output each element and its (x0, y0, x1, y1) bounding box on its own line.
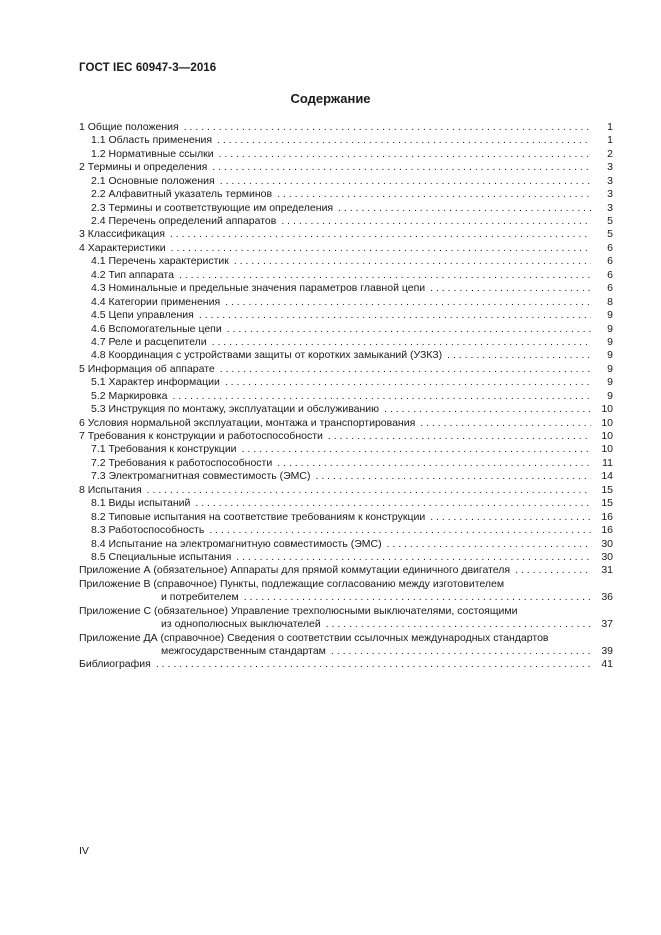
toc-entry-page: 14 (601, 470, 613, 483)
toc-entry-label: 8.1 Виды испытаний (91, 497, 191, 510)
toc-entry-label: 4.2 Тип аппарата (91, 268, 174, 281)
toc-entry-page: 9 (607, 376, 613, 389)
toc-leader-dots (420, 417, 591, 430)
toc-entry-page: 5 (607, 215, 613, 228)
toc-entry[interactable] (79, 336, 613, 349)
toc-entry-page: 1 (607, 134, 613, 147)
toc-entry-label: 2 Термины и определения (79, 161, 208, 174)
toc-entry[interactable] (79, 134, 613, 147)
toc-entry[interactable] (79, 390, 613, 403)
toc-entry-page: 3 (607, 188, 613, 201)
toc-leader-dots (172, 390, 591, 403)
toc-entry-multiline[interactable] (79, 605, 613, 632)
toc-entry-label: 4.4 Категории применения (91, 295, 221, 308)
toc-entry-label: 4.3 Номинальные и предельные значения параметров главной цепи (91, 282, 426, 295)
toc-entry-label: 4.6 Вспомогательные цепи (91, 322, 222, 335)
toc-leader-dots (236, 551, 591, 564)
toc-entry-page: 10 (601, 403, 613, 416)
toc-entry[interactable] (79, 323, 613, 336)
toc-entry-label: 5.2 Маркировка (91, 389, 168, 402)
toc-entry-page: 11 (602, 456, 613, 469)
toc-entry-label: 2.1 Основные положения (91, 174, 215, 187)
toc-leader-dots (227, 323, 591, 336)
toc-entry-label: 7.1 Требования к конструкции (91, 443, 237, 456)
toc-entry-page: 9 (607, 322, 613, 335)
toc-entry[interactable] (79, 242, 613, 255)
toc-entry[interactable] (79, 376, 613, 389)
toc-leader-dots (220, 175, 591, 188)
toc-leader-dots (326, 618, 591, 631)
toc-entry[interactable] (79, 255, 613, 268)
toc-leader-dots (147, 484, 591, 497)
toc-entry-label: 5.1 Характер информации (91, 376, 220, 389)
toc-entry[interactable] (79, 511, 613, 524)
toc-entry-label: 3 Классификация (79, 228, 165, 241)
toc-leader-dots (170, 228, 591, 241)
toc-entry-page: 10 (601, 430, 613, 443)
toc-entry-page: 16 (601, 524, 613, 537)
toc-entry-label: 5 Информация об аппарате (79, 362, 215, 375)
toc-leader-dots (217, 134, 591, 147)
toc-entry-label: Приложение А (обязательное) Аппараты для прямой коммутации единичного двигателя (79, 564, 511, 577)
toc-entry-continuation (79, 618, 613, 631)
toc-entry-label: 1.1 Область применения (91, 134, 213, 147)
toc-entry-label: 8.4 Испытание на электромагнитную совместимость (ЭМС) (91, 537, 382, 550)
toc-entry-page: 30 (601, 550, 613, 563)
toc-leader-dots (234, 255, 591, 268)
toc-entry-page: 5 (607, 228, 613, 241)
toc-entry-page: 10 (601, 443, 613, 456)
toc-leader-dots (384, 403, 591, 416)
toc-entry-continuation (79, 591, 613, 604)
toc-entry-label-line1: Приложение В (справочное) Пункты, подлежащие согласованию между изготовителем (79, 577, 505, 590)
toc-entry[interactable] (79, 349, 613, 362)
toc-entry-page: 6 (607, 282, 613, 295)
toc-entry-label: 8 Испытания (79, 483, 142, 496)
toc-entry-label: 4.5 Цепи управления (91, 309, 194, 322)
toc-entry[interactable] (79, 363, 613, 376)
toc-entry-label: 7 Требования к конструкции и работоспособности (79, 430, 323, 443)
toc-leader-dots (212, 336, 591, 349)
toc-entry-page: 41 (601, 658, 613, 671)
toc-entry[interactable] (79, 551, 613, 564)
toc-entry-label: 5.3 Инструкция по монтажу, эксплуатации и обслуживанию (91, 403, 380, 416)
toc-entry-page: 36 (601, 591, 613, 604)
toc-entry[interactable] (79, 497, 613, 510)
toc-leader-dots (277, 457, 591, 470)
toc-entry-page: 8 (607, 295, 613, 308)
toc-entry-page: 3 (607, 201, 613, 214)
toc-leader-dots (179, 269, 591, 282)
toc-entry-label: 2.3 Термины и соответствующие им определения (91, 201, 334, 214)
toc-entry[interactable] (79, 309, 613, 322)
toc-entry-page: 9 (607, 335, 613, 348)
toc-entry[interactable] (79, 564, 613, 577)
toc-entry-label: 7.3 Электромагнитная совместимость (ЭМС) (91, 470, 311, 483)
toc-leader-dots (338, 202, 591, 215)
page-title: Содержание (290, 91, 371, 106)
toc-entry-label: 6 Условия нормальной эксплуатации, монтажа и транспортирования (79, 416, 416, 429)
toc-leader-dots (199, 309, 591, 322)
toc-leader-dots (242, 443, 591, 456)
toc-entry[interactable] (79, 470, 613, 483)
page-number-roman: IV (79, 845, 89, 857)
toc-entry[interactable] (79, 269, 613, 282)
toc-entry-label: 2.2 Алфавитный указатель терминов (91, 188, 273, 201)
toc-leader-dots (244, 591, 591, 604)
toc-entry[interactable] (79, 215, 613, 228)
toc-entry[interactable] (79, 296, 613, 309)
toc-entry-page: 30 (601, 537, 613, 550)
toc-entry-multiline[interactable] (79, 632, 613, 659)
toc-entry-label: 4.1 Перечень характеристик (91, 255, 229, 268)
toc-entry[interactable] (79, 417, 613, 430)
toc-leader-dots (328, 430, 591, 443)
toc-entry-page: 6 (607, 255, 613, 268)
toc-entry-label: 1 Общие положения (79, 120, 179, 133)
toc-entry-page: 3 (607, 174, 613, 187)
toc-entry-label: 4.8 Координация с устройствами защиты от коротких замыканий (УЗКЗ) (91, 349, 443, 362)
toc-entry-label: 4.7 Реле и расцепители (91, 335, 207, 348)
toc-leader-dots (156, 658, 591, 671)
toc-leader-dots (277, 188, 591, 201)
toc-entry-page: 15 (601, 483, 613, 496)
toc-entry-page: 1 (607, 120, 613, 133)
toc-leader-dots (281, 215, 591, 228)
toc-entry[interactable] (79, 188, 613, 201)
toc-entry[interactable] (79, 161, 613, 174)
toc-entry-multiline[interactable] (79, 578, 613, 605)
toc-entry-label-line2: межгосударственным стандартам (161, 645, 326, 658)
toc-entry-page: 3 (607, 161, 613, 174)
toc-entry-page: 6 (607, 268, 613, 281)
toc-leader-dots (225, 296, 591, 309)
toc-entry-label: 8.5 Специальные испытания (91, 550, 232, 563)
toc-entry-label-line1: Приложение С (обязательное) Управление трехполюсными выключателями, состоящими (79, 604, 518, 617)
toc-entry[interactable] (79, 229, 613, 242)
toc-entry-page: 37 (601, 618, 613, 631)
toc-leader-dots (212, 161, 591, 174)
toc-entry-label: 8.2 Типовые испытания на соответствие требованиям к конструкции (91, 510, 426, 523)
toc-entry-page: 9 (607, 309, 613, 322)
table-of-contents (79, 121, 613, 672)
toc-leader-dots (171, 242, 591, 255)
toc-leader-dots (316, 470, 591, 483)
toc-entry[interactable] (79, 403, 613, 416)
toc-leader-dots (184, 121, 591, 134)
toc-entry-label: 1.2 Нормативные ссылки (91, 147, 214, 160)
toc-leader-dots (447, 349, 591, 362)
toc-entry-label-line2: из однополюсных выключателей (161, 618, 321, 631)
toc-entry-label: 4 Характеристики (79, 241, 166, 254)
toc-entry-label: 2.4 Перечень определений аппаратов (91, 215, 277, 228)
toc-entry-page: 2 (607, 147, 613, 160)
toc-entry-page: 9 (607, 362, 613, 375)
toc-entry-page: 31 (601, 564, 613, 577)
toc-entry[interactable] (79, 538, 613, 551)
toc-leader-dots (225, 376, 591, 389)
toc-entry-bibliography[interactable] (79, 659, 613, 672)
toc-entry[interactable] (79, 202, 613, 215)
toc-entry[interactable] (79, 148, 613, 161)
toc-entry[interactable] (79, 484, 613, 497)
toc-leader-dots (387, 538, 591, 551)
toc-entry-label-line2: и потребителем (161, 591, 239, 604)
document-header: ГОСТ IEC 60947-3—2016 (79, 62, 217, 74)
toc-entry-continuation (79, 645, 613, 658)
toc-entry-page: 15 (601, 497, 613, 510)
toc-entry[interactable] (79, 457, 613, 470)
toc-entry[interactable] (79, 524, 613, 537)
toc-entry[interactable] (79, 175, 613, 188)
toc-entry[interactable] (79, 430, 613, 443)
toc-entry-label-line1: Приложение ДА (справочное) Сведения о соответствии ссылочных международных стандартов (79, 631, 549, 644)
toc-entry-page: 9 (607, 349, 613, 362)
toc-leader-dots (430, 282, 591, 295)
toc-entry[interactable] (79, 282, 613, 295)
toc-leader-dots (209, 524, 591, 537)
toc-leader-dots (430, 511, 591, 524)
toc-entry[interactable] (79, 444, 613, 457)
toc-entry-page: 6 (607, 241, 613, 254)
toc-entry[interactable] (79, 121, 613, 134)
toc-entry-page: 16 (601, 510, 613, 523)
toc-leader-dots (220, 363, 591, 376)
toc-entry-label: 7.2 Требования к работоспособности (91, 456, 273, 469)
toc-leader-dots (195, 497, 591, 510)
toc-leader-dots (331, 645, 591, 658)
toc-leader-dots (515, 564, 591, 577)
toc-entry-page: 9 (607, 389, 613, 402)
toc-leader-dots (219, 148, 591, 161)
toc-entry-page: 10 (601, 416, 613, 429)
toc-entry-label: 8.3 Работоспособность (91, 524, 205, 537)
toc-entry-page: 39 (601, 645, 613, 658)
toc-entry-label: Библиография (79, 658, 151, 671)
